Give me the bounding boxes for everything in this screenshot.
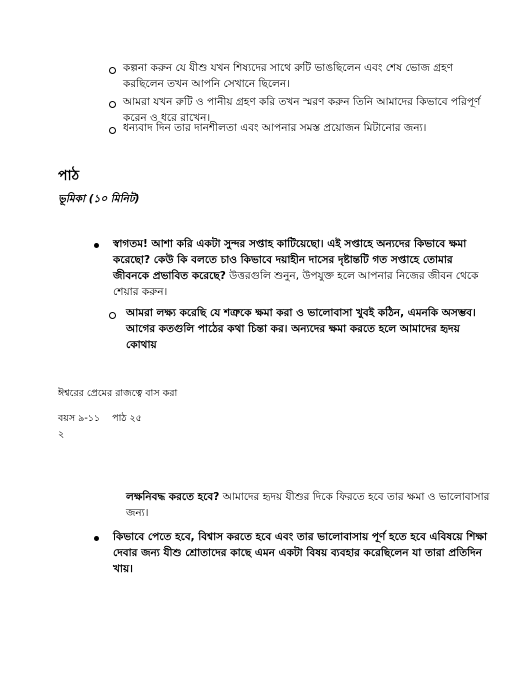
prayer-point-1: কল্পনা করুন যে যীশু যখন শিষ্যদের সাথে রুটি ভাঙছিলেন এবং শেষ ভোজ গ্রহণ করছিলেন তখন আপনি সেখানে ছিলেন। xyxy=(123,62,453,90)
prayer-point-2: আমরা যখন রুটি ও পানীয় গ্রহণ করি তখন স্মরণ করুন তিনি আমাদের কিভাবে পরিপূর্ণ করেন ও ধরে রাখেন। xyxy=(123,96,481,124)
sub-bullet-icon xyxy=(109,67,116,74)
bullet-icon xyxy=(94,536,99,541)
series-title: ঈশ্বরের প্রেমের রাজত্বে বাস করা xyxy=(58,388,178,399)
welcome-normal-text: উত্তরগুলি শুনুন, উপযুক্ত হলে আপনার নিজের জীবন থেকে শেয়ার করুন। xyxy=(113,270,479,298)
continuation-bold-text: লক্ষনিবদ্ধ করতে হবে? xyxy=(126,491,220,503)
bullet-icon xyxy=(94,243,99,248)
sub-bullet-icon xyxy=(109,101,116,108)
lesson-heading: পাঠ xyxy=(58,168,80,184)
continuation-paragraph xyxy=(126,489,492,521)
page-number: ২ xyxy=(58,429,65,440)
sub-bullet-icon xyxy=(109,312,116,319)
welcome-bold-text: স্বাগতম! আশা করি একটা সুন্দর সপ্তাহ কাটিয়েছো। এই সপ্তাহে অন্যদের কিভাবে ক্ষমা করেছো? কেউ কি বলতে চাও কিভাবে দয়াহীন দাসের দৃষ্টান্তটি গত সপ্তাহে তোমার জীবনকে প্রভাবিত করেছে? xyxy=(113,238,467,282)
continuation-normal-text: আমাদের হৃদয় যীশুর দিকে ফিরতে হবে তার ক্ষমা ও ভালোবাসার জন্য। xyxy=(126,491,490,519)
age-lesson-info: বয়স ৯-১১ পাঠ ২৫ xyxy=(58,413,142,424)
intro-heading: ভূমিকা (১০ মিনিট) xyxy=(58,193,140,205)
teaching-point: কিভাবে পেতে হবে, বিশ্বাস করতে হবে এবং তার ভালোবাসায় পূর্ণ হতে হবে এবিষয়ে শিক্ষা দেবার জন্য যীশু শ্রোতাদের কাছে এমন একটা বিষয় ব্যবহার করেছিলেন যা তারা প্রতিদিন খায়। xyxy=(113,531,488,575)
prayer-point-3: ধন্যবাদ দিন তার দানশীলতা এবং আপনার সমস্ত প্রয়োজন মিটানোর জন্য। xyxy=(123,122,427,134)
sub-bullet-icon xyxy=(109,127,116,134)
welcome-paragraph xyxy=(113,236,485,300)
forgiveness-point: আমরা লক্ষ্য করেছি যে শত্রুকে ক্ষমা করা ও ভালোবাসা খুবই কঠিন, এমনকি অসম্ভব। আগের কতগুলি পাঠের কথা চিন্তা কর। অন্যদের ক্ষমা করতে হলে আমাদের হৃদয় কোথায় xyxy=(126,307,476,351)
